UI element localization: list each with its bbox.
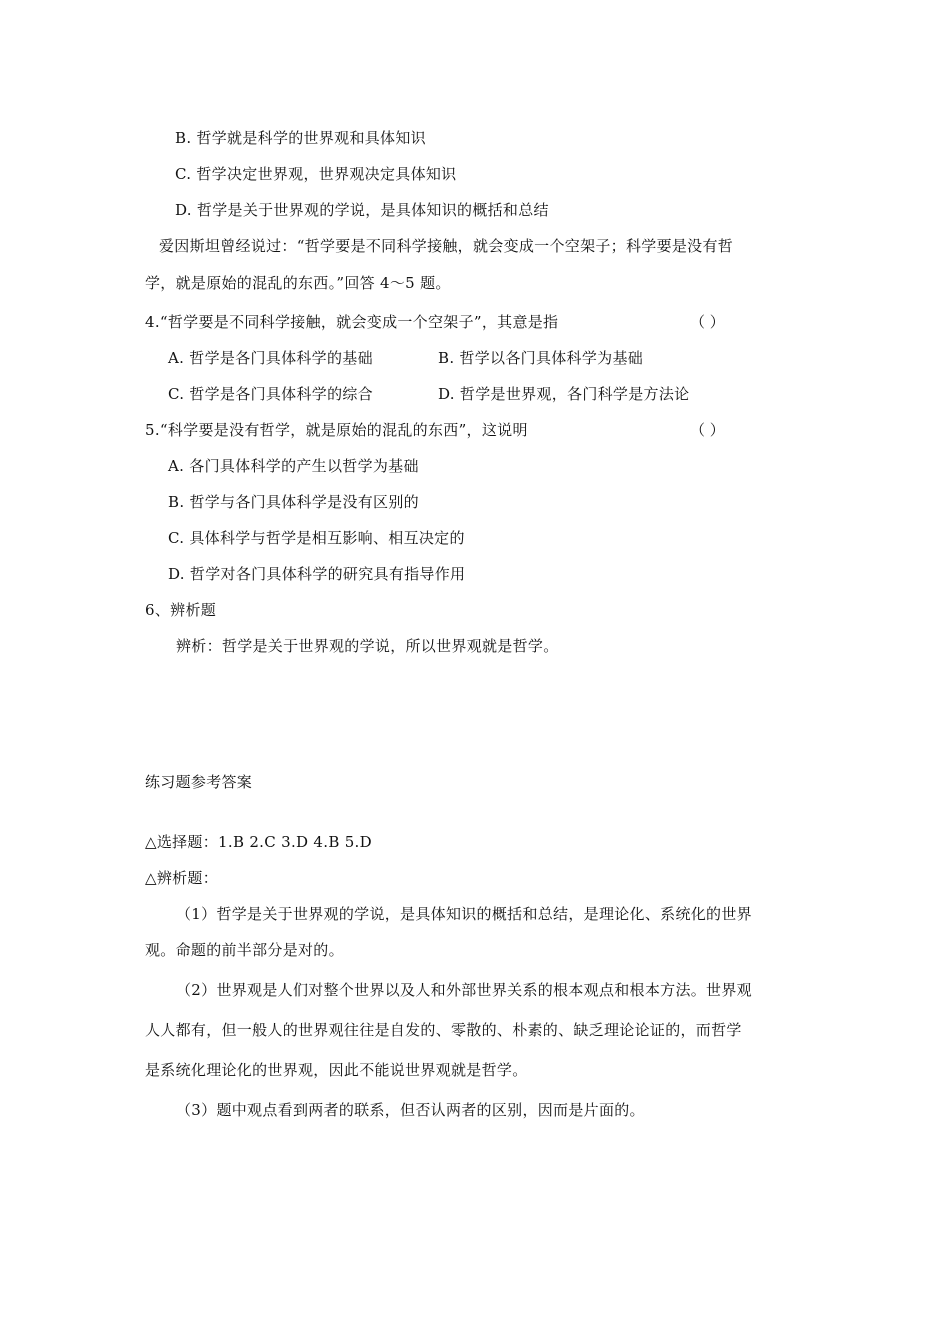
answers-analysis-heading: △辨析题： <box>145 869 219 887</box>
q3-option-d: D. 哲学是关于世界观的学说，是具体知识的概括和总结 <box>175 201 549 219</box>
q5-option-b: B. 哲学与各门具体科学是没有区别的 <box>168 493 419 511</box>
intro-line-1: 爱因斯坦曾经说过：“哲学要是不同科学接触，就会变成一个空架子；科学要是没有哲 <box>159 237 734 255</box>
q4-answer-paren: （ ） <box>690 313 725 331</box>
q6-statement: 辨析：哲学是关于世界观的学说，所以世界观就是哲学。 <box>176 637 559 655</box>
q5-answer-paren: （ ） <box>690 421 725 439</box>
q4-stem: 4.“哲学要是不同科学接触，就会变成一个空架子”，其意是指 <box>145 313 559 331</box>
q3-option-b: B. 哲学就是科学的世界观和具体知识 <box>175 129 426 147</box>
answer-p1-line-1: （1）哲学是关于世界观的学说，是具体知识的概括和总结，是理论化、系统化的世界 <box>176 905 752 923</box>
answer-p1-line-2: 观。命题的前半部分是对的。 <box>145 941 344 959</box>
q5-option-a: A. 各门具体科学的产生以哲学为基础 <box>168 457 419 475</box>
answer-p2-line-1: （2）世界观是人们对整个世界以及人和外部世界关系的根本观点和根本方法。世界观 <box>176 981 752 999</box>
answers-title: 练习题参考答案 <box>145 773 253 791</box>
q4-option-a: A. 哲学是各门具体科学的基础 <box>168 349 373 367</box>
q3-option-c: C. 哲学决定世界观，世界观决定具体知识 <box>175 165 457 183</box>
q4-option-d: D. 哲学是世界观，各门科学是方法论 <box>438 385 690 403</box>
q6-heading: 6、辨析题 <box>145 601 217 619</box>
q4-option-c: C. 哲学是各门具体科学的综合 <box>168 385 373 403</box>
intro-line-2: 学，就是原始的混乱的东西。”回答 4～5 题。 <box>145 274 451 292</box>
answer-p2-line-3: 是系统化理论化的世界观，因此不能说世界观就是哲学。 <box>145 1061 528 1079</box>
answer-p2-line-2: 人人都有，但一般人的世界观往往是自发的、零散的、朴素的、缺乏理论论证的，而哲学 <box>145 1021 742 1039</box>
q5-stem: 5.“科学要是没有哲学，就是原始的混乱的东西”，这说明 <box>145 421 528 439</box>
q5-option-d: D. 哲学对各门具体科学的研究具有指导作用 <box>168 565 466 583</box>
answers-choice: △选择题：1.B 2.C 3.D 4.B 5.D <box>145 833 372 851</box>
q4-option-b: B. 哲学以各门具体科学为基础 <box>438 349 644 367</box>
q5-option-c: C. 具体科学与哲学是相互影响、相互决定的 <box>168 529 465 547</box>
answer-p3-line-1: （3）题中观点看到两者的联系，但否认两者的区别，因而是片面的。 <box>176 1101 645 1119</box>
